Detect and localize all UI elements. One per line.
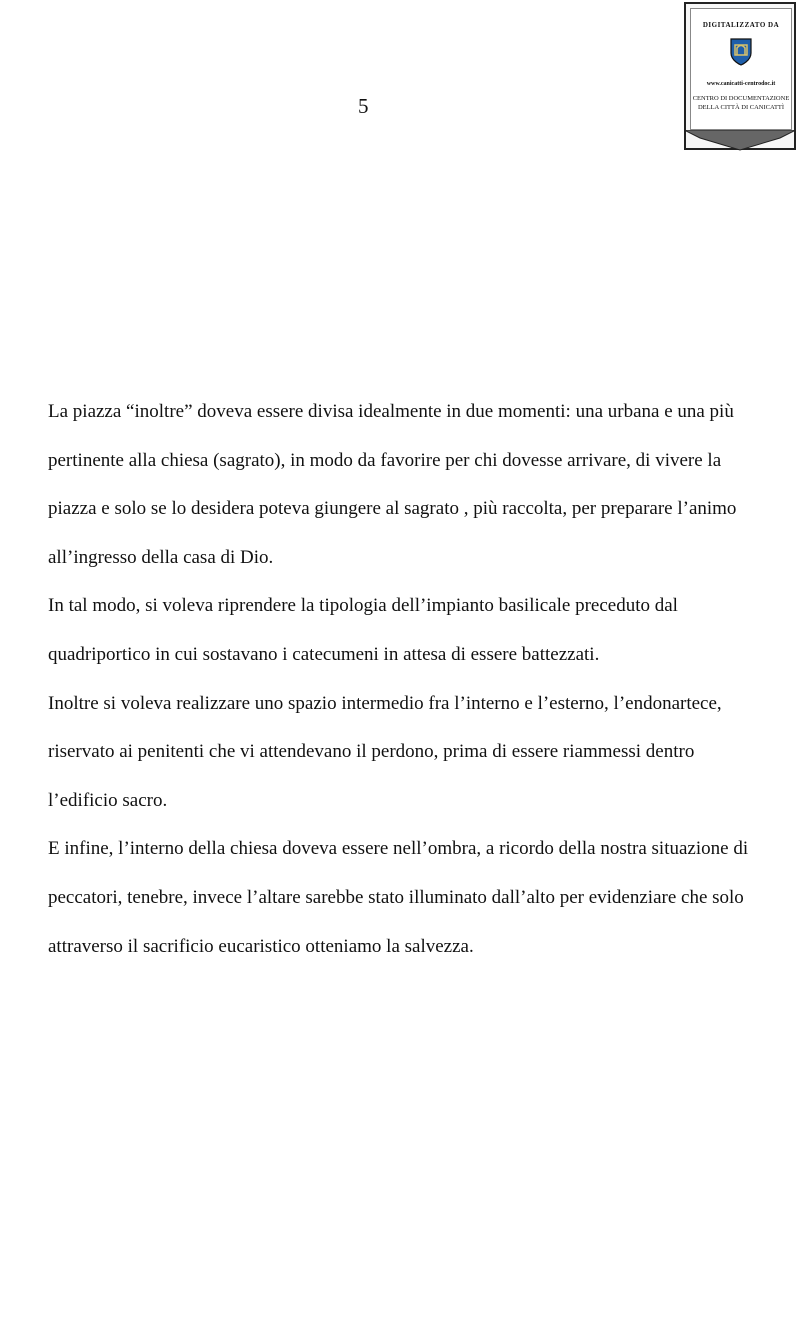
stamp-url: www.canicatti-centrodoc.it bbox=[706, 81, 776, 87]
stamp-caption bbox=[691, 95, 791, 113]
stamp-caption-line: CENTRO DI DOCUMENTAZIONE bbox=[692, 95, 790, 102]
paragraph: E infine, l’interno della chiesa doveva essere nell’ombra, a ricordo della nostra situazione di peccatori, tenebre, invece l’altare sarebbe stato illuminato dall’alto per evidenziare che solo attraverso il sacrificio eucaristico otteniamo la salvezza. bbox=[48, 838, 749, 957]
paragraph: La piazza “inoltre” doveva essere divisa idealmente in due momenti: una urbana e una più pertinente alla chiesa (sagrato), in modo da favorire per chi dovesse arrivare, di vivere la piazza e solo se lo desidera poteva giungere al sagrato , più raccolta, per preparare l’animo all’ingresso della casa di Dio. bbox=[48, 401, 737, 568]
stamp-panel bbox=[690, 8, 792, 130]
paragraph: Inoltre si voleva realizzare uno spazio intermedio fra l’interno e l’esterno, l’endonartece, riservato ai penitenti che vi attendevano il perdono, prima di essere riammessi dentro l’edificio sacro. bbox=[48, 692, 722, 811]
document-body bbox=[48, 388, 768, 971]
page-number: 5 bbox=[358, 94, 369, 118]
paragraph: In tal modo, si voleva riprendere la tipologia dell’impianto basilicale preceduto dal quadriportico in cui sostavano i catecumeni in attesa di essere battezzati. bbox=[48, 595, 678, 665]
coat-of-arms-icon bbox=[729, 37, 753, 67]
stamp-caption-line: DELLA CITTÀ DI CANICATTÌ bbox=[697, 103, 785, 111]
stamp-title: DIGITALIZZATO DA bbox=[702, 21, 780, 29]
stamp-banner-icon bbox=[684, 130, 796, 152]
digitization-stamp bbox=[684, 2, 796, 150]
